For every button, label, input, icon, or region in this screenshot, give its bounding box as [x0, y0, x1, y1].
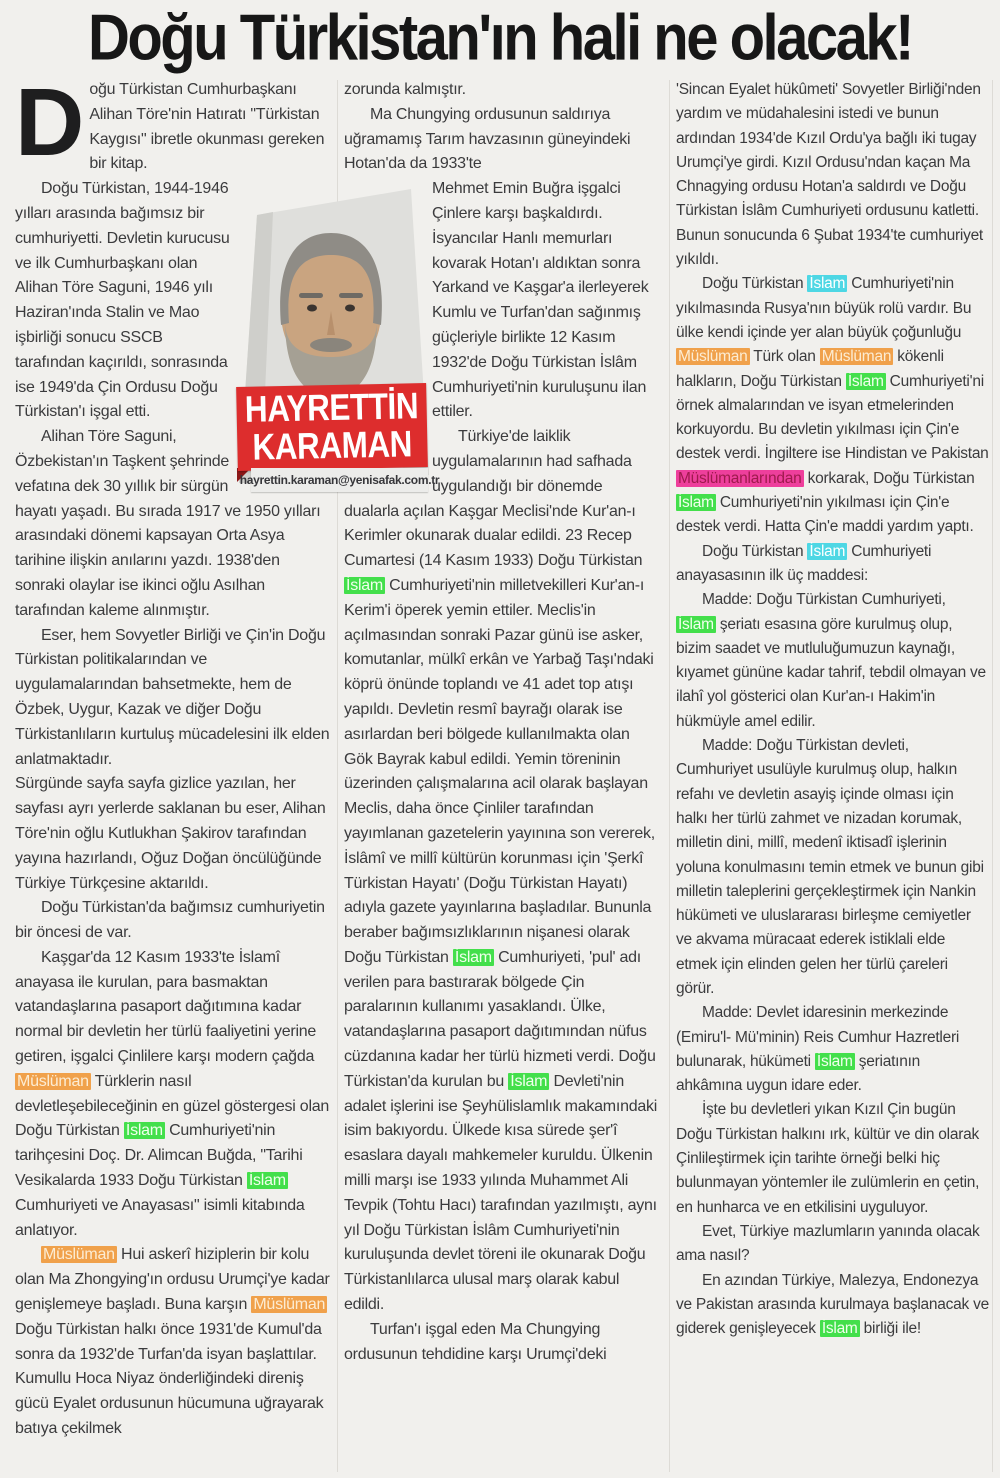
highlight-green: İslam	[678, 494, 714, 512]
text-segment: kökenli halkların, Doğu Türkistan	[676, 348, 944, 390]
highlight-green: İslam	[454, 948, 492, 966]
text-segment: Madde: Devlet idaresinin merkezinde (Emiru'l- Mü'minin) Reis Cumhur Hazretleri bulunarak, hükümeti	[676, 1004, 960, 1070]
paragraph	[676, 734, 989, 1001]
text-segment: zorunda kalmıştır.	[344, 81, 466, 98]
text-segment: Cumhuriyeti, 'pul' adı verilen para bastırarak bölgede Çin paralarının kullanımı yasaklandı. Ülke, vatandaşlarına pasaport dağıtımından nüfus cüzdanına kadar her türlü hizmeti verdi. Doğu Türkistan'da kurulan bu	[344, 948, 656, 1090]
text-segment: Cumhuriyeti ve Anayasası" isimli kitabında anlatıyor.	[15, 1196, 305, 1239]
highlight-cyan: İslam	[809, 542, 846, 560]
paragraph	[15, 896, 330, 946]
paragraph	[676, 272, 989, 539]
text-segment: Alihan Töre Saguni, Özbekistan'ın Taşkent şehrinde vefatına dek 30 yıllık bir sürgün hayatı yaşadı. Bu sırada 1917 ve 1950 yılları arasındaki dönemi kapsayan Orta Asya tarihine ilişkin anılarını yazdı. 1938'den sonraki olaylar ise ikinci oğlu Asılhan tarafından kaleme alınmıştır.	[15, 428, 321, 619]
highlight-orange: Müslüman	[253, 1296, 326, 1314]
text-segment: Cumhuriyeti'nin yıkılması için Çin'e destek verdi. Hatta Çin'e maddi yardım yaptı.	[676, 494, 974, 536]
paragraph	[676, 1220, 989, 1269]
text-segment: 'Sincan Eyalet hükûmeti' Sovyetler Birliği'nden yardım ve müdahalesini istedi ve bunun ardından 1934'de Kızıl Ordu'ya bağlı iki tugay Urumçi'ye girdi. Kızıl Ordusu'ndan kaçan Ma Chnagying ordusu Hotan'a saldırdı ve Doğu Türkistan İslâm Cumhuriyeti ordusunu katletti. Bunun sonucunda 6 Şubat 1934'te cumhuriyet yıkıldı.	[676, 81, 983, 269]
text-segment: Türkiye'de laiklik uygulamalarının had safhada uygulandığı bir dönemde dualarla açılan Kaşgar Meclisi'nde Kur'an-ı Kerimler okunarak dualar edildi. 23 Recep Cumartesi (14 Kasım 1933) Doğu Türkistan	[344, 428, 643, 570]
highlight-cyan: İslam	[809, 275, 846, 293]
paragraph	[676, 78, 989, 272]
text-segment: oğu Türkistan Cumhurbaşkanı Alihan Töre'nin Hatıratı "Türkistan Kaygısı" ibretle okunması gereken bir kitap.	[89, 81, 325, 173]
highlight-pink: Müslümanlarından	[678, 469, 802, 487]
text-segment: şeriatı esasına göre kurulmuş olup, bizim saadet ve mutluluğumuzun kaynağı, kıyamet gününe kadar tahrif, tebdil olmayan ve ilahî yol gösterici olan Kur'an-ı Hakim'in hükmüyle amel edilir.	[676, 615, 986, 730]
highlight-green: İslam	[510, 1072, 548, 1090]
text-segment: En azından Türkiye, Malezya, Endonezya ve Pakistan arasında kurulmaya başlanacak ve giderek genişleyecek	[676, 1271, 989, 1338]
paragraph	[676, 1001, 989, 1098]
portrait-mustache	[310, 338, 352, 352]
highlight-green: İslam	[125, 1122, 163, 1140]
author-name-banner	[236, 383, 428, 471]
paragraph-text	[89, 81, 324, 172]
text-segment: Ma Chungying ordusunun saldırıya uğramamış Tarım havzasının güneyindeki Hotan'da da 1933'te	[344, 105, 631, 173]
paragraph	[676, 588, 989, 734]
column-divider	[669, 80, 670, 1472]
paragraph	[15, 1243, 330, 1441]
highlight-green: İslam	[847, 372, 884, 390]
text-segment: birliği ile!	[859, 1320, 921, 1338]
text-segment: Cumhuriyeti anayasasının ilk üç maddesi:	[676, 542, 932, 584]
paragraph	[344, 103, 659, 177]
paragraph	[676, 1098, 989, 1219]
text-segment: şeriatının ahkâmına uygun idare eder.	[676, 1052, 920, 1095]
highlight-orange: Müslüman	[17, 1072, 89, 1090]
text-segment: Doğu Türkistan	[702, 542, 808, 560]
text-segment: Sürgünde sayfa sayfa gizlice yazılan, her sayfası ayrı yerlerde saklanan bu eser, Alihan Töre'nin oğlu Kutlukhan Şakirov tarafından yayına hazırlandı, Oğuz Doğan öncülüğünde Türkiye Türkçesine aktarıldı.	[15, 775, 326, 892]
text-segment: Türklerin nasıl devletleşebileceğinin en güzel göstergesi olan Doğu Türkistan	[15, 1072, 330, 1140]
text-segment: Cumhuriyeti'nin yıkılmasında Rusya'nın büyük rolü vardır. Bu ülke kendi içinde yer alan büyük çoğunluğu	[676, 275, 972, 341]
text-segment: Doğu Türkistan	[702, 275, 808, 293]
paragraph	[15, 772, 330, 896]
paragraph	[344, 1318, 659, 1368]
drop-cap: D	[15, 78, 82, 176]
text-segment: Devleti'nin adalet işlerini ise Şeyhülislamlık makamındaki isim bakıyordu. Ülkede kısa sürede şer'î esaslara dayalı mahkemeler kuruldu. Ülkenin milli marşı ise 1933 yılında Muhammet Ali Tevpik (Tohtu Hacı) tarafından yazılmıştı, aynı yıl Doğu Türkistan İslâm Cumhuriyeti'nin kuruluşunda devlet töreni ile okunarak Doğu Türkistanlılarca ulusal marş olarak kabul edildi.	[344, 1072, 658, 1314]
paragraph	[344, 78, 659, 103]
paragraph	[15, 946, 330, 1244]
highlight-orange: Müslüman	[43, 1246, 115, 1264]
text-segment: Doğu Türkistan'da bağımsız cumhuriyetin bir öncesi de var.	[15, 899, 325, 942]
text-segment: Madde: Doğu Türkistan devleti, Cumhuriyet usulüyle kurulmuş olup, halkın refahı ve devletin asayiş içinde olması için halkı her türlü zahmet ve nizadan korumak, milletin dini, millî, medenî iktisadî işlerinin yoluna konulmasını temin etmek ve bunun gibi milletin taleplerini gerçekleştirmek için Nankin hükümeti ve uluslararası birleşme cemiyetler ve akvama müracaat ederek istiklali elde etmek için elinden gelen her türlü çareleri görür.	[676, 737, 984, 997]
paragraph	[15, 624, 330, 773]
author-email: hayrettin.karaman@yenisafak.com.tr	[251, 468, 428, 492]
text-segment: Hui askerî hiziplerin bir kolu olan Ma Zhongying'ın ordusu Urumçi'ye kadar genişlemeye başladı. Buna karşın	[15, 1246, 330, 1314]
text-segment: Cumhuriyeti'nin milletvekilleri Kur'an-ı Kerim'i öperek yemin ettiler. Meclis'in açılmasından sonraki Pazar günü ise asker, komutanlar, mülkî erkân ve Yarbağ Taşı'ndaki köprü önünde toplandı ve 41 adet top atışı yapıldı. Devletin resmî bayrağı olarak ise asırlardan beri bölgede kullanılmakta olan Gök Bayrak kabul edildi. Yemin töreninin üzerinden çalışmalarına acil olarak başlayan Meclis, daha önce Çinliler tarafından yayımlanan gazetelerin yayınına son vererek, İslâmî ve millî kültürün korunması için 'Şerkî Türkistan Hayatı' (Doğu Türkistan Hayatı) adıyla gazete yayınlarına başladılar. Bununla beraber bağımsızlıklarının nişanesi olarak Doğu Türkistan	[344, 576, 655, 966]
text-segment: Cumhuriyeti'ni örnek almalarından ve isyan etmelerinden korkuyordu. Bu devletin yıkılması için Çin'e destek verdi. İngiltere ise Hindistan ve Pakistan	[676, 372, 989, 463]
author-name-line2: KARAMAN	[252, 423, 413, 468]
text-segment: Eser, hem Sovyetler Birliği ve Çin'in Doğu Türkistan politikalarından ve uygulamalarından bahsetmekte, hem de Özbek, Uygur, Kazak ve diğer Doğu Türkistanlıların kurtuluş mücadelesini ilk elden anlatmaktadır.	[15, 626, 330, 768]
text-segment: Turfan'ı işgal eden Ma Chungying ordusunun tehdidine karşı Urumçi'deki	[344, 1320, 607, 1363]
paragraph	[676, 1269, 989, 1342]
headline: Doğu Türkistan'ın hali ne olacak!	[87, 1, 912, 74]
text-segment: Madde: Doğu Türkistan Cumhuriyeti,	[702, 591, 946, 609]
page-edge-line	[992, 80, 993, 1472]
paragraph	[15, 78, 330, 177]
highlight-green: İslam	[346, 576, 383, 594]
paragraph	[676, 540, 989, 589]
highlight-green: İslam	[248, 1172, 286, 1190]
highlight-orange: Müslüman	[678, 348, 748, 366]
author-name-line1: HAYRETTİN	[244, 385, 419, 430]
text-segment: İşte bu devletleri yıkan Kızıl Çin bugün Doğu Türkistan halkını ırk, kültür ve din olarak Çinlileştirmek için tarihte örneği belki hiç bulunmayan yöntemler ile zulümlerin en çetin, en hunharca ve en etkilisini uyguluyor.	[676, 1101, 980, 1216]
text-segment: Doğu Türkistan halkı önce 1931'de Kumul'da sonra da 1932'de Turfan'da isyan başlattılar. Kumullu Hoca Niyaz önderliğindeki direniş gücü Eyalet ordusunun hücumuna uğrayarak batıya çekilmek	[15, 1320, 324, 1438]
text-segment: Türk olan	[749, 348, 820, 366]
text-segment: Doğu Türkistan, 1944-1946 yılları arasında bağımsız bir cumhuriyetti. Devletin kurucusu ve ilk Cumhurbaşkanı olan Alihan Töre Saguni, 1946 yılı Haziran'ında Stalin ve Mao işbirliği sonucu SSCB tarafından kaçırıldı, sonrasında ise 1949'da Çin Ordusu Doğu Türkistan'ı işgal etti.	[15, 180, 230, 421]
highlight-green: İslam	[678, 615, 714, 633]
text-segment: korkarak, Doğu Türkistan	[803, 469, 975, 487]
text-segment: Kaşgar'da 12 Kasım 1933'te İslamî anayasa ile kurulan, para basmaktan vatandaşlarına pasaport dağıtımına kadar normal bir devletin her türlü faaliyetini yerine getiren, işgalci Çinlilere karşı modern çağda	[15, 948, 317, 1066]
paragraph	[344, 425, 659, 1318]
text-segment: Evet, Türkiye mazlumların yanında olacak ama nasıl?	[676, 1222, 980, 1265]
text-segment: Mehmet Emin Buğra işgalci Çinlere karşı başkaldırdı. İsyancılar Hanlı memurları kovarak Hotan'ı aldıktan sonra Yarkand ve Kaşgar'a ilerleyerek Kumlu ve Turfan'dan sağınmış güçleriyle birlikte 12 Kasım 1932'de Doğu Türkistan İslâm Cumhuriyeti'nin kuruluşunu ilan ettiler.	[432, 180, 649, 421]
highlight-green: İslam	[816, 1052, 853, 1070]
text-segment: Cumhuriyeti'nin tarihçesini Doç. Dr. Alimcan Buğda, "Tarihi Vesikalarda 1933 Doğu Türkistan	[15, 1122, 303, 1190]
highlight-orange: Müslüman	[821, 348, 892, 366]
column-3	[676, 78, 989, 1476]
highlight-green: İslam	[821, 1320, 858, 1338]
